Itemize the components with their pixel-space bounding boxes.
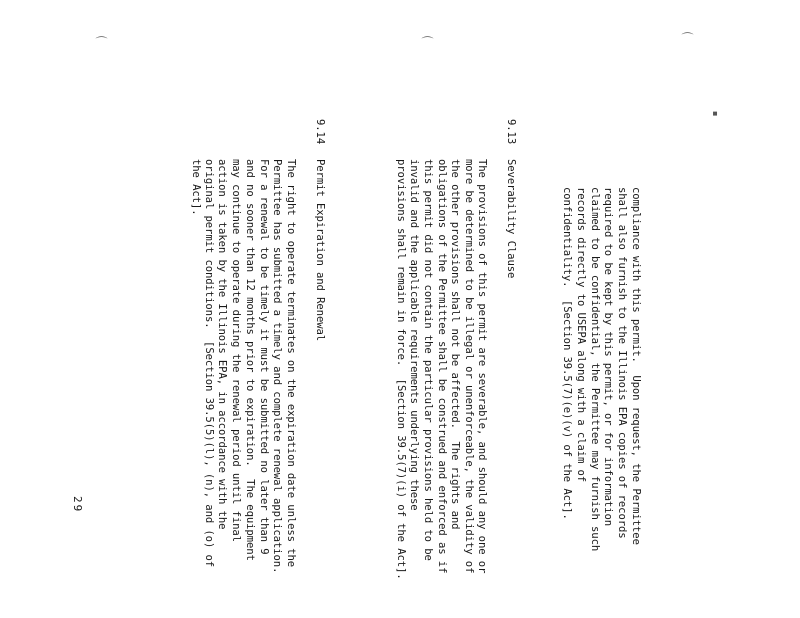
text-line: original permit conditions. [Section 39.5(5)(l), (n), and (o) of bbox=[203, 159, 215, 568]
text-line: action is taken by the Illinois EPA, in accordance with the bbox=[216, 159, 228, 530]
text-line: records directly to USEPA along with a claim of bbox=[575, 187, 587, 483]
text-line: confidentiality. [Section 39.5(7)(e)(v) of the Act]. bbox=[561, 187, 573, 520]
text-line: The provisions of this permit are severable, and should any one or bbox=[476, 159, 488, 574]
text-line: compliance with this permit. Upon request, the Permittee bbox=[630, 187, 642, 545]
section-title: Severability Clause bbox=[505, 159, 517, 279]
text-line: For a renewal to be timely it must be submitted no later than 9 bbox=[258, 159, 270, 555]
text-line: the Act]. bbox=[190, 159, 202, 216]
text-line: more be determined to be illegal or unenforceable, the validity of bbox=[463, 159, 475, 574]
text-line: obligations of the Permittee shall be construed and enforced as if bbox=[436, 159, 448, 574]
text-line: this permit did not contain the particular provisions held to be bbox=[422, 159, 434, 561]
text-line: required to be kept by this permit, or for information bbox=[602, 187, 614, 527]
text-line: and no sooner than 12 months prior to expiration. The equipment bbox=[244, 159, 256, 561]
scan-speck: ⌒ bbox=[95, 35, 108, 50]
page-number: 29 bbox=[71, 496, 84, 514]
text-line: The right to operate terminates on the expiration date unless the bbox=[285, 159, 297, 568]
scan-speck: ⌒ bbox=[681, 31, 694, 46]
text-line: may continue to operate during the renewal period until final bbox=[230, 159, 242, 542]
text-line: invalid and the applicable requirements underlying these bbox=[408, 159, 420, 511]
section-title: Permit Expiration and Renewal bbox=[314, 159, 326, 342]
scan-speck: ⌒ bbox=[421, 35, 434, 50]
text-line: Permittee has submitted a timely and complete renewal application. bbox=[271, 159, 283, 574]
section-number: 9.14 bbox=[314, 119, 326, 145]
text-line: shall also furnish to the Illinois EPA copies of records bbox=[616, 187, 628, 539]
text-line: provisions shall remain in force. [Section 39.5(7)(i) of the Act]. bbox=[395, 159, 407, 580]
scan-speck: ▪ bbox=[711, 111, 720, 117]
text-line: claimed to be confidential, the Permittee may furnish such bbox=[589, 187, 601, 552]
section-number: 9.13 bbox=[505, 119, 517, 145]
text-line: the other provisions shall not be affected. The rights and bbox=[449, 159, 461, 530]
